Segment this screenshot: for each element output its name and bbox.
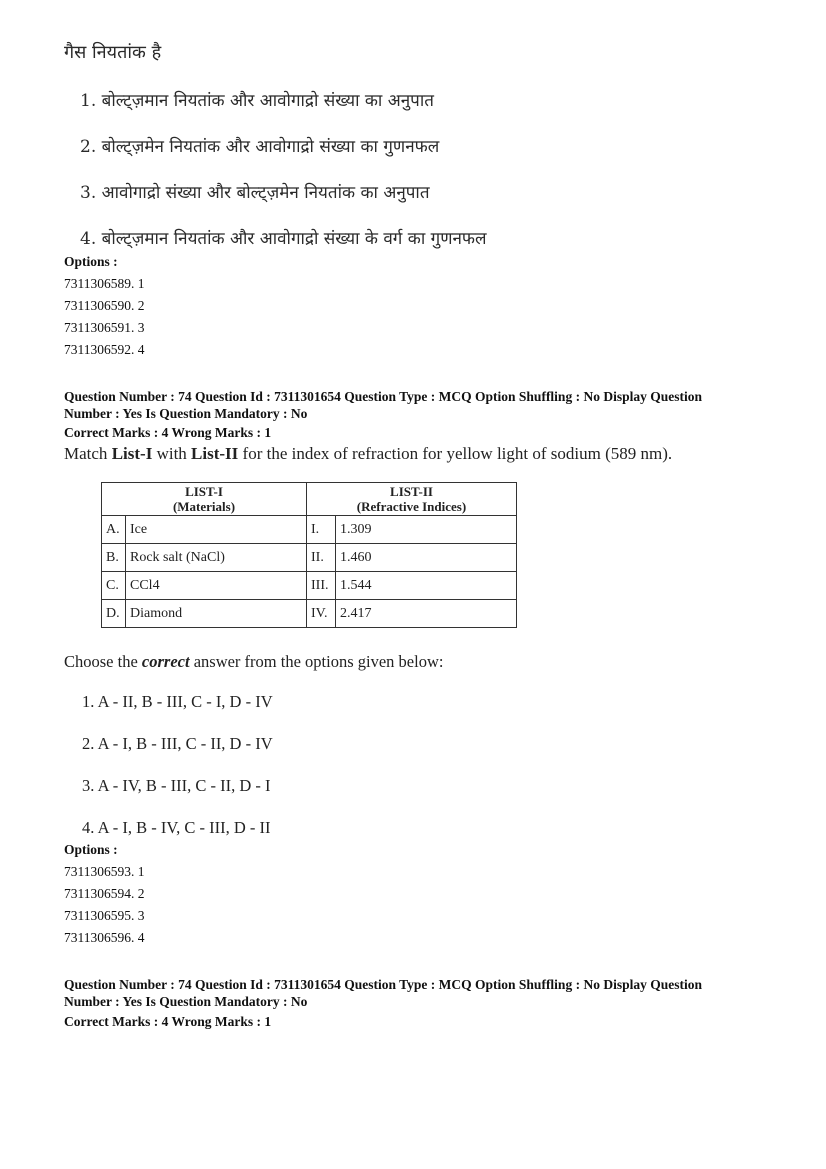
prev-choice-4: 4. बोल्ट्ज़मान नियतांक और आवोगाद्रो संख्या के वर्ग का गुणनफल [80,229,487,249]
table-row: A. Ice I. 1.309 [102,516,517,544]
prev-options-label: Options : [64,254,118,269]
q74-option-id-4: 7311306596. 4 [64,930,145,945]
q74-choice-1: 1. A - II, B - III, C - I, D - IV [82,692,273,711]
choose-instruction: Choose the correct answer from the options given below: [64,652,444,671]
q74-choice-4: 4. A - I, B - IV, C - III, D - II [82,818,271,837]
q74-option-id-1: 7311306593. 1 [64,864,145,879]
list1-header: LIST-I (Materials) [102,483,307,516]
q74-meta-line2: Number : Yes Is Question Mandatory : No [64,406,308,421]
table-row: C. CCl4 III. 1.544 [102,572,517,600]
next-question-marks: Correct Marks : 4 Wrong Marks : 1 [64,1014,272,1029]
prev-question-stem: गैस नियतांक है [64,42,162,63]
q74-marks: Correct Marks : 4 Wrong Marks : 1 [64,425,272,440]
prev-option-id-3: 7311306591. 3 [64,320,145,335]
table-row: B. Rock salt (NaCl) II. 1.460 [102,544,517,572]
prev-choice-3: 3. आवोगाद्रो संख्या और बोल्ट्ज़मेन नियतांक का अनुपात [80,183,430,203]
list2-header: LIST-II (Refractive Indices) [307,483,517,516]
match-table-header [102,483,517,516]
prev-choice-1: 1. बोल्ट्ज़मान नियतांक और आवोगाद्रो संख्या का अनुपात [80,91,434,111]
next-question-meta [64,976,764,1010]
prev-option-id-1: 7311306589. 1 [64,276,145,291]
q74-options-label: Options : [64,842,118,857]
q74-option-id-2: 7311306594. 2 [64,886,145,901]
q74-question-text: Match List-I with List-II for the index of refraction for yellow light of sodium (589 nm). [64,444,673,463]
q74-option-id-3: 7311306595. 3 [64,908,145,923]
q74-choice-3: 3. A - IV, B - III, C - II, D - I [82,776,271,795]
q74-choice-2: 2. A - I, B - III, C - II, D - IV [82,734,273,753]
match-table [101,482,517,628]
next-meta-line1: Question Number : 74 Question Id : 7311301654 Question Type : MCQ Option Shuffling : No Display Question [64,977,702,992]
table-row: D. Diamond IV. 2.417 [102,600,517,628]
q74-meta-line1: Question Number : 74 Question Id : 7311301654 Question Type : MCQ Option Shuffling : No Display Question [64,389,702,404]
prev-option-id-2: 7311306590. 2 [64,298,145,313]
q74-meta [64,388,764,422]
prev-option-id-4: 7311306592. 4 [64,342,145,357]
next-meta-line2: Number : Yes Is Question Mandatory : No [64,994,308,1009]
prev-choice-2: 2. बोल्ट्ज़मेन नियतांक और आवोगाद्रो संख्या का गुणनफल [80,137,440,157]
